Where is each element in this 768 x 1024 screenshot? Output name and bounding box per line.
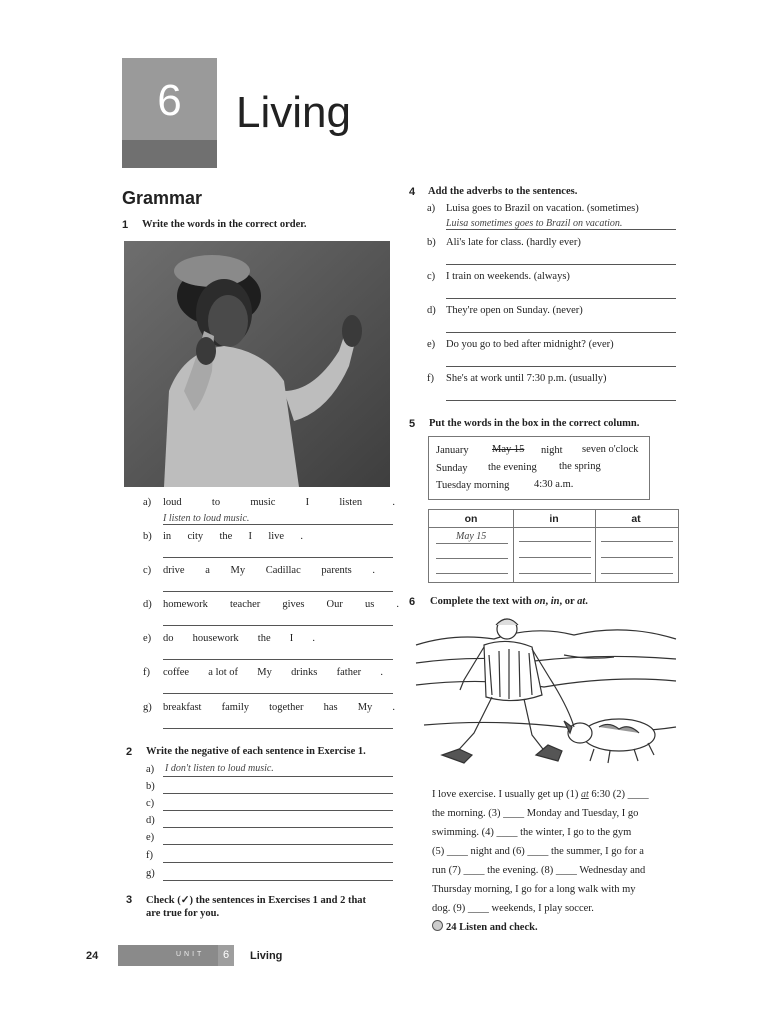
item-letter: a) xyxy=(143,497,152,508)
footer-unit-number: 6 xyxy=(222,949,230,961)
ex4-item-a xyxy=(427,203,679,233)
answer-line[interactable] xyxy=(446,400,676,401)
scrambled-words: loud to music I listen . xyxy=(163,497,395,508)
answer-line[interactable] xyxy=(446,298,676,299)
item-letter: b) xyxy=(427,237,436,248)
item-letter: e) xyxy=(427,339,436,350)
footer-unit-label: UNIT xyxy=(176,951,205,958)
answer-line[interactable] xyxy=(446,332,676,333)
word-box xyxy=(428,436,650,500)
exercise3-instruction-line1: Check (✓) the sentences in Exercises 1 and 2 that xyxy=(146,895,367,906)
ex2-item-e xyxy=(146,832,394,848)
item-letter: e) xyxy=(143,633,152,644)
box-word-crossed: May 15 xyxy=(492,444,525,455)
item-sentence: They're open on Sunday. (never) xyxy=(446,305,583,316)
item-letter: b) xyxy=(146,781,155,792)
man-walking-dog-illustration xyxy=(414,615,678,781)
unit-title: Living xyxy=(236,88,351,137)
ex4-item-b xyxy=(427,237,679,267)
answer-line[interactable] xyxy=(163,557,393,558)
answer-blank[interactable] xyxy=(601,557,673,558)
item-letter: c) xyxy=(146,798,155,809)
example-answer: May 15 xyxy=(456,531,487,542)
audio-cd-icon[interactable] xyxy=(432,920,443,931)
item-letter: f) xyxy=(143,667,150,678)
exercise3-instruction-line2: are true for you. xyxy=(146,908,220,919)
answer-line[interactable] xyxy=(446,264,676,265)
answer-line[interactable] xyxy=(163,880,393,881)
box-word: the evening xyxy=(488,462,537,473)
ex1-item-g xyxy=(143,702,393,732)
answer-line[interactable] xyxy=(163,793,393,794)
woman-listening-to-music-photo xyxy=(124,241,390,487)
ex1-item-c xyxy=(143,565,393,595)
scrambled-words: breakfast family together has My . xyxy=(163,702,395,713)
footer-title: Living xyxy=(250,950,283,962)
answer-line[interactable] xyxy=(163,728,393,729)
box-word: seven o'clock xyxy=(582,444,639,455)
ex2-item-a xyxy=(146,764,394,780)
answer-blank[interactable] xyxy=(601,541,673,542)
text-line: Thursday morning, I go for a long walk with my xyxy=(432,884,636,895)
example-answer: Luisa sometimes goes to Brazil on vacation. xyxy=(446,218,623,229)
box-word: Tuesday morning xyxy=(436,480,510,491)
item-letter: f) xyxy=(427,373,434,384)
answer-blank[interactable] xyxy=(436,573,508,574)
item-letter: a) xyxy=(427,203,436,214)
column-header: in xyxy=(549,513,559,525)
item-sentence: She's at work until 7:30 p.m. (usually) xyxy=(446,373,607,384)
answer-line[interactable] xyxy=(163,827,393,828)
answer-blank[interactable] xyxy=(601,573,673,574)
answer-line[interactable] xyxy=(163,524,393,525)
page-number: 24 xyxy=(86,950,99,962)
box-word: 4:30 a.m. xyxy=(534,479,574,490)
text-line: the morning. (3) ____ Monday and Tuesday, I go xyxy=(432,808,639,819)
ex4-item-e xyxy=(427,339,679,369)
scrambled-words: drive a My Cadillac parents . xyxy=(163,565,375,576)
ex4-item-d xyxy=(427,305,679,335)
grammar-heading: Grammar xyxy=(122,188,203,208)
exercise1-instruction: Write the words in the correct order. xyxy=(142,219,307,230)
answer-line[interactable] xyxy=(163,659,393,660)
column-table xyxy=(428,509,679,583)
exercise5-number: 5 xyxy=(409,418,416,430)
scrambled-words: coffee a lot of My drinks father . xyxy=(163,667,383,678)
item-letter: d) xyxy=(143,599,152,610)
box-word: January xyxy=(436,445,469,456)
column-in xyxy=(513,510,596,582)
column-header: at xyxy=(631,513,641,525)
ex1-item-d xyxy=(143,599,399,629)
item-letter: c) xyxy=(427,271,436,282)
ex2-item-g xyxy=(146,868,394,884)
text-line: swimming. (4) ____ the winter, I go to the gym xyxy=(432,827,632,838)
exercise5-instruction: Put the words in the box in the correct column. xyxy=(429,418,640,429)
column-on xyxy=(429,510,514,582)
item-letter: g) xyxy=(143,702,152,713)
item-letter: d) xyxy=(146,815,155,826)
answer-blank[interactable] xyxy=(436,558,508,559)
item-letter: d) xyxy=(427,305,436,316)
ex4-item-c xyxy=(427,271,679,301)
ex4-item-f xyxy=(427,373,679,403)
exercise6-instruction: Complete the text with on, in, or at. xyxy=(430,596,588,607)
header-divider xyxy=(429,527,678,528)
example-answer: I don't listen to loud music. xyxy=(165,763,274,774)
scrambled-words: in city the I live . xyxy=(163,531,303,542)
scrambled-words: do housework the I . xyxy=(163,633,315,644)
exercise3-number: 3 xyxy=(126,894,133,906)
answer-line[interactable] xyxy=(446,229,676,230)
exercise1-number: 1 xyxy=(122,219,129,231)
ex1-item-b xyxy=(143,531,393,561)
listen-and-check xyxy=(432,920,538,933)
item-letter: a) xyxy=(146,764,155,775)
item-sentence: I train on weekends. (always) xyxy=(446,271,570,282)
text-line: dog. (9) ____ weekends, I play soccer. xyxy=(432,903,594,914)
item-letter: f) xyxy=(146,850,153,861)
scrambled-words: homework teacher gives Our us . xyxy=(163,599,399,610)
item-letter: e) xyxy=(146,832,155,843)
exercise2-instruction: Write the negative of each sentence in Exercise 1. xyxy=(146,746,366,757)
text-line: (5) ____ night and (6) ____ the summer, I go for a xyxy=(432,846,644,857)
exercise4-instruction: Add the adverbs to the sentences. xyxy=(428,186,578,197)
answer-blank[interactable] xyxy=(519,573,591,574)
ex1-item-f xyxy=(143,667,393,697)
exercise6-text xyxy=(432,785,680,918)
item-letter: g) xyxy=(146,868,155,879)
ex1-item-a xyxy=(143,497,393,527)
answer-line[interactable] xyxy=(163,591,393,592)
answer-line[interactable] xyxy=(163,625,393,626)
answer-line[interactable] xyxy=(163,693,393,694)
text-line: I love exercise. I usually get up (1) at 6:30 (2) ____ xyxy=(432,789,649,800)
answer-blank[interactable] xyxy=(519,557,591,558)
item-sentence: Luisa goes to Brazil on vacation. (sometimes) xyxy=(446,203,639,214)
box-word: Sunday xyxy=(436,463,468,474)
item-sentence: Do you go to bed after midnight? (ever) xyxy=(446,339,614,350)
box-word: night xyxy=(541,445,563,456)
item-sentence: Ali's late for class. (hardly ever) xyxy=(446,237,581,248)
unit-number-box-band xyxy=(122,140,217,168)
exercise2-number: 2 xyxy=(126,746,133,758)
answer-line[interactable] xyxy=(163,862,393,863)
ex2-item-b xyxy=(146,781,394,797)
answer-blank[interactable] xyxy=(519,541,591,542)
exercise4-number: 4 xyxy=(409,186,416,198)
ex1-item-e xyxy=(143,633,393,663)
unit-number: 6 xyxy=(157,76,182,125)
column-at xyxy=(595,510,677,582)
example-answer: I listen to loud music. xyxy=(163,513,250,524)
answer-line[interactable] xyxy=(163,810,393,811)
item-letter: c) xyxy=(143,565,152,576)
ex2-item-f xyxy=(146,850,394,866)
answer-line[interactable] xyxy=(446,366,676,367)
box-word: the spring xyxy=(559,461,601,472)
ex2-item-c xyxy=(146,798,394,814)
example-answer: at xyxy=(581,789,589,800)
text-line: run (7) ____ the evening. (8) ____ Wednesday and xyxy=(432,865,646,876)
listen-label: 24 Listen and check. xyxy=(446,922,538,933)
answer-line[interactable] xyxy=(163,776,393,777)
exercise6-number: 6 xyxy=(409,596,416,608)
ex2-item-d xyxy=(146,815,394,831)
item-letter: b) xyxy=(143,531,152,542)
column-header: on xyxy=(464,513,478,525)
answer-blank[interactable] xyxy=(436,543,508,544)
answer-line[interactable] xyxy=(163,844,393,845)
